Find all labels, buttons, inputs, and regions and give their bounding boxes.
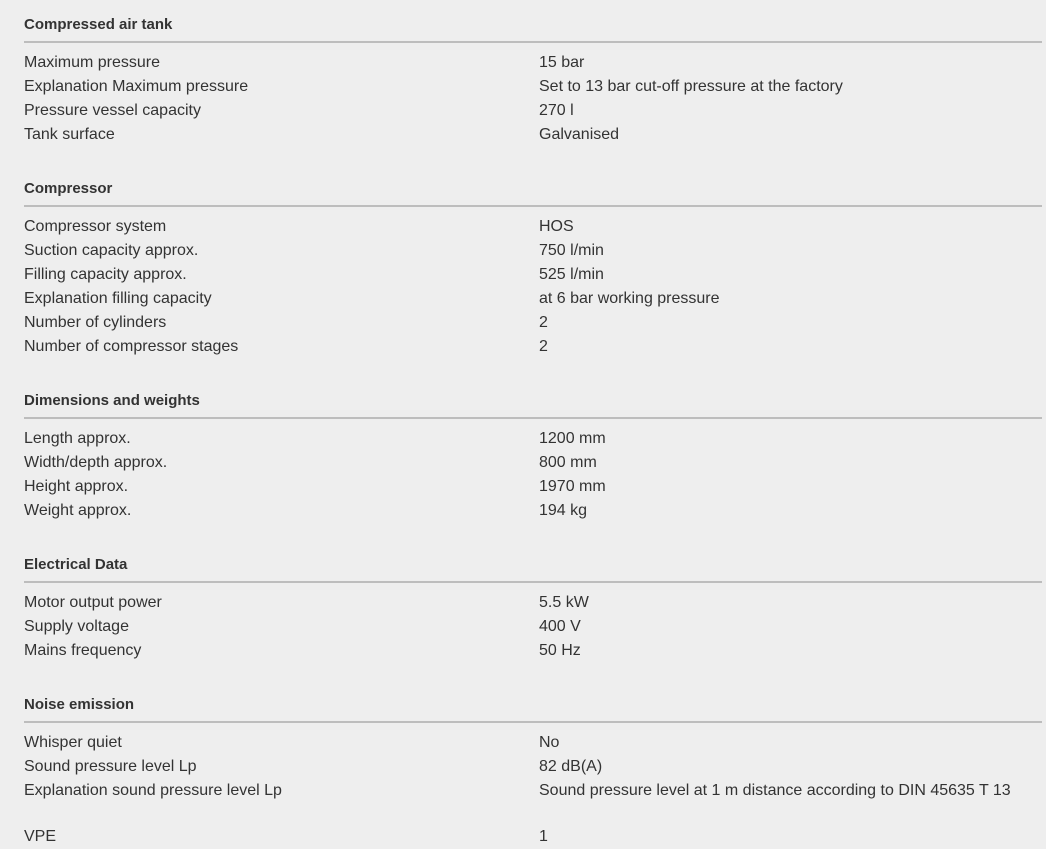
spec-value: 800 mm — [539, 454, 597, 471]
vpe-row — [24, 825, 1042, 849]
spec-label: Mains frequency — [24, 642, 142, 659]
spec-row — [24, 215, 1042, 239]
spec-label: Supply voltage — [24, 618, 129, 635]
spec-row — [24, 451, 1042, 475]
section-title: Electrical Data — [24, 540, 1042, 583]
spec-value: 1200 mm — [539, 430, 606, 447]
spec-label: Explanation filling capacity — [24, 290, 212, 307]
spec-value: Sound pressure level at 1 m distance according to DIN 45635 T 13 — [539, 782, 1011, 799]
section-rows — [24, 207, 1042, 359]
spec-label: Width/depth approx. — [24, 454, 168, 471]
spec-row — [24, 335, 1042, 359]
section-compressed-air-tank — [24, 0, 1042, 164]
spec-value: 50 Hz — [539, 642, 581, 659]
section-title: Compressor — [24, 164, 1042, 207]
spec-label: Sound pressure level Lp — [24, 758, 197, 775]
spec-label: Length approx. — [24, 430, 131, 447]
spec-row — [24, 263, 1042, 287]
spec-value: 525 l/min — [539, 266, 604, 283]
spec-row — [24, 639, 1042, 663]
spec-row — [24, 499, 1042, 523]
spec-row — [24, 239, 1042, 263]
spec-row — [24, 99, 1042, 123]
spec-label: Number of compressor stages — [24, 338, 239, 355]
section-compressor — [24, 164, 1042, 376]
spec-label: Maximum pressure — [24, 54, 161, 71]
spec-row — [24, 475, 1042, 499]
spec-label: Compressor system — [24, 218, 167, 235]
spec-row — [24, 591, 1042, 615]
spec-label: Number of cylinders — [24, 314, 167, 331]
section-noise-emission — [24, 680, 1042, 849]
spec-value: 2 — [539, 338, 548, 355]
spec-row — [24, 75, 1042, 99]
spec-label: Suction capacity approx. — [24, 242, 199, 259]
spec-value: HOS — [539, 218, 574, 235]
spec-value: 194 kg — [539, 502, 588, 519]
section-title: Compressed air tank — [24, 0, 1042, 43]
spec-value: 270 l — [539, 102, 574, 119]
spec-value: No — [539, 734, 560, 751]
spec-row — [24, 755, 1042, 779]
spec-value: at 6 bar working pressure — [539, 290, 720, 307]
spec-value: 750 l/min — [539, 242, 604, 259]
spec-label: Explanation sound pressure level Lp — [24, 782, 282, 799]
section-dimensions-and-weights — [24, 376, 1042, 540]
specifications-table — [24, 0, 1042, 849]
spec-value: 1970 mm — [539, 478, 606, 495]
spec-value: Set to 13 bar cut-off pressure at the factory — [539, 78, 843, 95]
section-rows — [24, 419, 1042, 523]
spec-value: 2 — [539, 314, 548, 331]
spec-value: 82 dB(A) — [539, 758, 603, 775]
section-electrical-data — [24, 540, 1042, 680]
vpe-label: VPE — [24, 828, 57, 845]
spec-row — [24, 427, 1042, 451]
section-rows — [24, 43, 1042, 147]
vpe-value: 1 — [539, 828, 548, 845]
spec-value: 400 V — [539, 618, 581, 635]
spec-label: Motor output power — [24, 594, 162, 611]
section-title: Noise emission — [24, 680, 1042, 723]
spec-row — [24, 51, 1042, 75]
spec-row — [24, 311, 1042, 335]
spec-value: Galvanised — [539, 126, 620, 143]
spec-row — [24, 779, 1042, 803]
spec-row — [24, 731, 1042, 755]
section-rows — [24, 723, 1042, 803]
spec-value: 15 bar — [539, 54, 585, 71]
spec-label: Height approx. — [24, 478, 129, 495]
spec-label: Whisper quiet — [24, 734, 122, 751]
spec-label: Tank surface — [24, 126, 115, 143]
spec-row — [24, 123, 1042, 147]
spec-label: Pressure vessel capacity — [24, 102, 201, 119]
spec-row — [24, 615, 1042, 639]
spec-label: Explanation Maximum pressure — [24, 78, 249, 95]
section-rows — [24, 583, 1042, 663]
section-title: Dimensions and weights — [24, 376, 1042, 419]
spec-label: Filling capacity approx. — [24, 266, 187, 283]
spec-value: 5.5 kW — [539, 594, 589, 611]
spec-row — [24, 287, 1042, 311]
spec-label: Weight approx. — [24, 502, 132, 519]
